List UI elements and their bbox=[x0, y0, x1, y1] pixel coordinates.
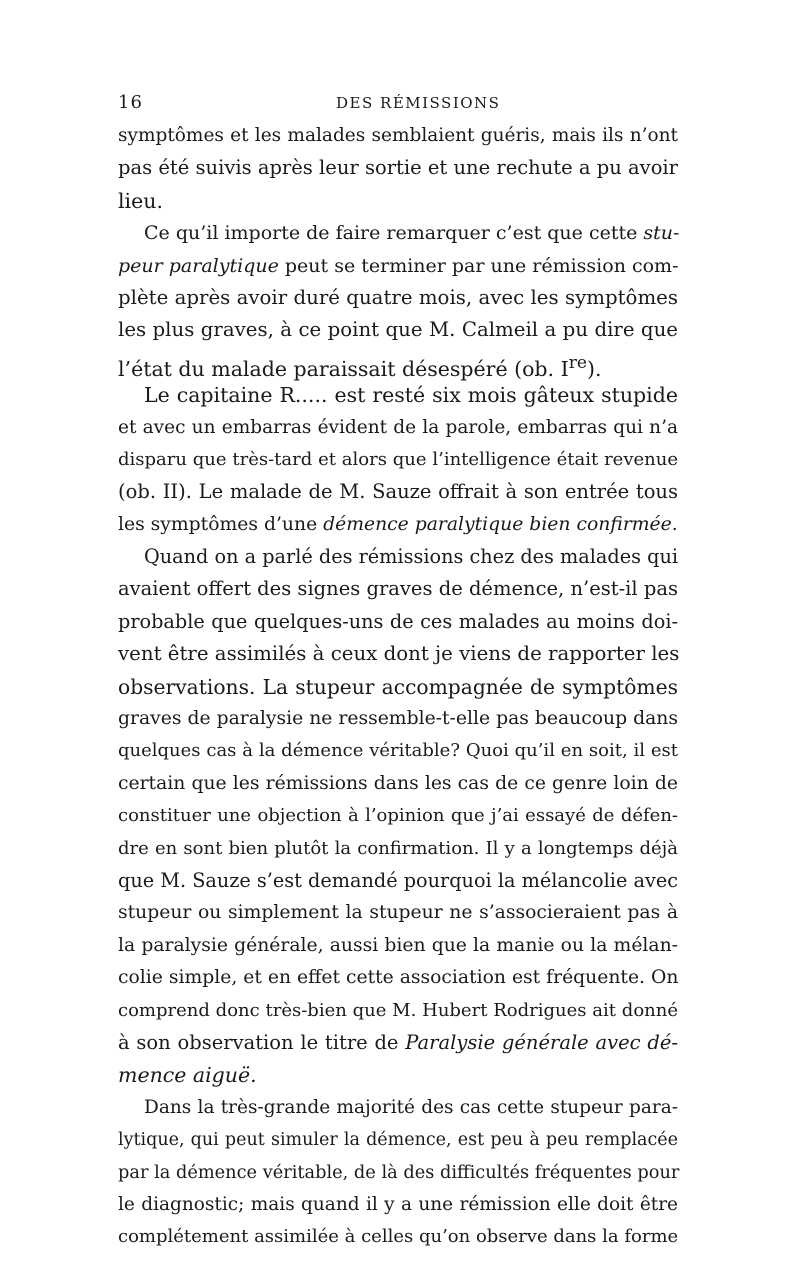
text-line: Dans la très-grande majorité des cas cette stupeur para- bbox=[144, 1096, 678, 1118]
page-number: 16 bbox=[118, 92, 143, 113]
text-line: dre en sont bien plutôt la confirmation. Il y a longtemps déjà bbox=[118, 837, 678, 859]
text-line: (ob. II). Le malade de M. Sauze offrait à son entrée tous bbox=[118, 480, 678, 504]
running-header bbox=[118, 92, 678, 116]
text-line: colie simple, et en effet cette association est fréquente. On bbox=[118, 967, 679, 989]
text-line: avaient offert des signes graves de démence, n’est-il pas bbox=[118, 577, 678, 601]
text-line: la paralysie générale, aussi bien que la manie ou la mélan- bbox=[118, 934, 678, 956]
text-line: plète après avoir duré quatre mois, avec les symptômes bbox=[118, 285, 678, 309]
text-line: peur paralytique peut se terminer par une rémission com- bbox=[118, 254, 679, 277]
text-line: disparu que très-tard et alors que l’intelligence était revenue bbox=[118, 448, 678, 470]
text-line: complétement assimilée à celles qu’on observe dans la forme bbox=[118, 1226, 679, 1248]
text-line: pas été suivis après leur sortie et une rechute a pu avoir bbox=[118, 156, 678, 180]
text-line: les plus graves, à ce point que M. Calmeil a pu dire que bbox=[118, 318, 678, 342]
text-line: l’état du malade paraissait désespéré (ob. Ire). bbox=[118, 352, 602, 381]
text-line: Quand on a parlé des rémissions chez des malades qui bbox=[144, 545, 678, 569]
text-line: observations. La stupeur accompagnée de symptômes bbox=[118, 674, 678, 699]
text-line: symptômes et les malades semblaient guéris, mais ils n’ont bbox=[118, 125, 678, 146]
text-line: Ce qu’il importe de faire remarquer c’est que cette stu- bbox=[144, 222, 680, 245]
text-line: lieu. bbox=[118, 188, 163, 213]
text-line: lytique, qui peut simuler la démence, est peu à peu remplacée bbox=[118, 1130, 678, 1151]
text-line: Le capitaine R..... est resté six mois gâteux stupide bbox=[144, 383, 678, 408]
text-line: stupeur ou simplement la stupeur ne s’associeraient pas à bbox=[118, 902, 678, 924]
text-line: par la démence véritable, de là des difficultés fréquentes pour bbox=[118, 1162, 680, 1183]
text-line: vent être assimilés à ceux dont je viens de rapporter les bbox=[118, 642, 680, 666]
text-line: les symptômes d’une démence paralytique bien confirmée. bbox=[118, 513, 678, 535]
body-text bbox=[118, 120, 678, 1254]
text-line: à son observation le titre de Paralysie générale avec dé- bbox=[118, 1030, 678, 1054]
text-line: que M. Sauze s’est demandé pourquoi la mélancolie avec bbox=[118, 868, 678, 892]
text-line: le diagnostic; mais quand il y a une rémission elle doit être bbox=[118, 1193, 678, 1215]
running-title: DES RÉMISSIONS bbox=[336, 94, 501, 112]
text-line: quelques cas à la démence véritable? Quoi qu’il en soit, il est bbox=[118, 740, 678, 762]
text-line: et avec un embarras évident de la parole, embarras qui n’a bbox=[118, 416, 678, 438]
text-line: comprend donc très-bien que M. Hubert Rodrigues ait donné bbox=[118, 999, 678, 1021]
text-line: mence aiguë. bbox=[118, 1063, 257, 1088]
text-line: constituer une objection à l’opinion que j’ai essayé de défen- bbox=[118, 805, 678, 827]
text-line: graves de paralysie ne ressemble-t-elle pas beaucoup dans bbox=[118, 708, 678, 730]
text-line: probable que quelques-uns de ces malades au moins doi- bbox=[118, 609, 678, 633]
text-line: certain que les rémissions dans les cas de ce genre loin de bbox=[118, 772, 678, 794]
